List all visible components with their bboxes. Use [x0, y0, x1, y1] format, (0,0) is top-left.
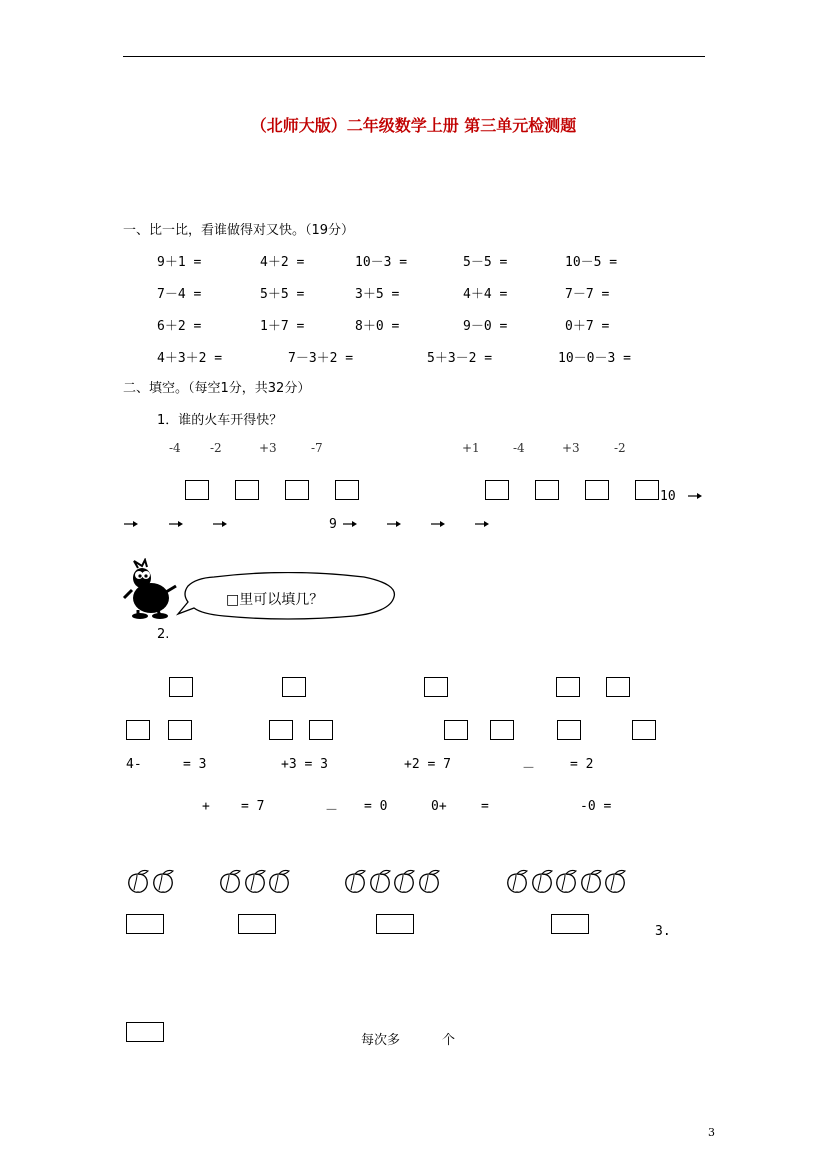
- equation-fragment: = 0: [364, 799, 388, 814]
- answer-box[interactable]: [635, 480, 659, 500]
- bubble-text: □里可以填几？: [226, 592, 324, 608]
- equation: 5＋5 =: [260, 287, 305, 302]
- arrow-icon: [431, 520, 445, 528]
- train-operator: -4: [513, 441, 525, 455]
- equation-fragment: －: [325, 803, 339, 818]
- answer-box[interactable]: [235, 480, 259, 500]
- answer-box[interactable]: [376, 914, 414, 934]
- equation: 7－3＋2 =: [288, 351, 354, 366]
- equation: 9＋1 =: [157, 255, 202, 270]
- train-start-number: 10: [660, 489, 676, 504]
- equation-fragment: +: [202, 799, 210, 814]
- arrow-icon: [688, 492, 702, 500]
- equation: 10－3 =: [355, 255, 408, 270]
- answer-box[interactable]: [335, 480, 359, 500]
- peach-icon: [392, 868, 416, 894]
- answer-box[interactable]: [269, 720, 293, 740]
- peach-icon: [554, 868, 578, 894]
- train-operator: -2: [614, 441, 626, 455]
- answer-box[interactable]: [126, 720, 150, 740]
- answer-box[interactable]: [282, 677, 306, 697]
- equation-fragment: = 7: [241, 799, 265, 814]
- section2-heading: 二、填空。（每空1分，共32分）: [123, 381, 311, 396]
- peach-icon: [126, 868, 150, 894]
- answer-box[interactable]: [632, 720, 656, 740]
- equation: 0＋7 =: [565, 319, 610, 334]
- arrow-icon: [124, 520, 138, 528]
- equation-fragment: 4-: [126, 757, 142, 772]
- train-operator: -7: [311, 441, 323, 455]
- train-operator: +1: [462, 441, 480, 455]
- equation-fragment: －: [522, 761, 536, 776]
- peach-icon: [603, 868, 627, 894]
- equation-fragment: = 2: [570, 757, 594, 772]
- answer-box[interactable]: [168, 720, 192, 740]
- train-operator: -4: [169, 441, 181, 455]
- q3-tail-text: 每次多: [361, 1033, 401, 1048]
- peach-icon: [579, 868, 603, 894]
- peach-icon: [530, 868, 554, 894]
- arrow-icon: [343, 520, 357, 528]
- peach-icon: [368, 868, 392, 894]
- peach-icon: [243, 868, 267, 894]
- equation-fragment: = 3: [183, 757, 207, 772]
- page-title: （北师大版）二年级数学上册 第三单元检测题: [250, 116, 577, 135]
- equation: 10－5 =: [565, 255, 618, 270]
- answer-box[interactable]: [556, 677, 580, 697]
- peach-icon: [218, 868, 242, 894]
- equation: 3＋5 =: [355, 287, 400, 302]
- cartoon-character-icon: [118, 558, 180, 620]
- q1-label: 1．谁的火车开得快？: [157, 413, 283, 428]
- q2-label: 2.: [157, 627, 170, 642]
- q3-tail-unit: 个: [442, 1033, 456, 1048]
- answer-box[interactable]: [309, 720, 333, 740]
- answer-box[interactable]: [585, 480, 609, 500]
- answer-box[interactable]: [551, 914, 589, 934]
- train-operator: +3: [562, 441, 580, 455]
- answer-box[interactable]: [238, 914, 276, 934]
- equation: 6＋2 =: [157, 319, 202, 334]
- arrow-icon: [169, 520, 183, 528]
- arrow-icon: [475, 520, 489, 528]
- equation: 10－0－3 =: [558, 351, 631, 366]
- equation: 9－0 =: [463, 319, 508, 334]
- answer-box[interactable]: [490, 720, 514, 740]
- answer-box[interactable]: [485, 480, 509, 500]
- equation-fragment: +2 = 7: [404, 757, 451, 772]
- answer-box[interactable]: [126, 1022, 164, 1042]
- answer-box[interactable]: [535, 480, 559, 500]
- answer-box[interactable]: [606, 677, 630, 697]
- peach-icon: [417, 868, 441, 894]
- arrow-icon: [387, 520, 401, 528]
- equation-fragment: +3 = 3: [281, 757, 328, 772]
- peach-icon: [505, 868, 529, 894]
- equation: 4＋2 =: [260, 255, 305, 270]
- train-operator: +3: [259, 441, 277, 455]
- peach-icon: [343, 868, 367, 894]
- arrow-icon: [213, 520, 227, 528]
- answer-box[interactable]: [185, 480, 209, 500]
- answer-box[interactable]: [444, 720, 468, 740]
- equation: 4＋4 =: [463, 287, 508, 302]
- equation: 5－5 =: [463, 255, 508, 270]
- section1-heading: 一、比一比，看谁做得对又快。（19分）: [123, 223, 355, 238]
- equation: 7－4 =: [157, 287, 202, 302]
- peach-icon: [151, 868, 175, 894]
- train-start-number: 9: [329, 517, 337, 532]
- header-rule: [123, 56, 705, 57]
- answer-box[interactable]: [285, 480, 309, 500]
- q3-label: 3.: [655, 924, 671, 939]
- equation: 1＋7 =: [260, 319, 305, 334]
- answer-box[interactable]: [424, 677, 448, 697]
- equation-fragment: -0 =: [580, 799, 612, 814]
- equation-fragment: =: [481, 799, 489, 814]
- equation: 8＋0 =: [355, 319, 400, 334]
- answer-box[interactable]: [169, 677, 193, 697]
- peach-icon: [267, 868, 291, 894]
- equation-fragment: 0+: [431, 799, 447, 814]
- answer-box[interactable]: [126, 914, 164, 934]
- page-number: 3: [708, 1126, 715, 1139]
- equation: 7－7 =: [565, 287, 610, 302]
- equation: 5＋3－2 =: [427, 351, 493, 366]
- answer-box[interactable]: [557, 720, 581, 740]
- equation: 4＋3＋2 =: [157, 351, 223, 366]
- train-operator: -2: [210, 441, 222, 455]
